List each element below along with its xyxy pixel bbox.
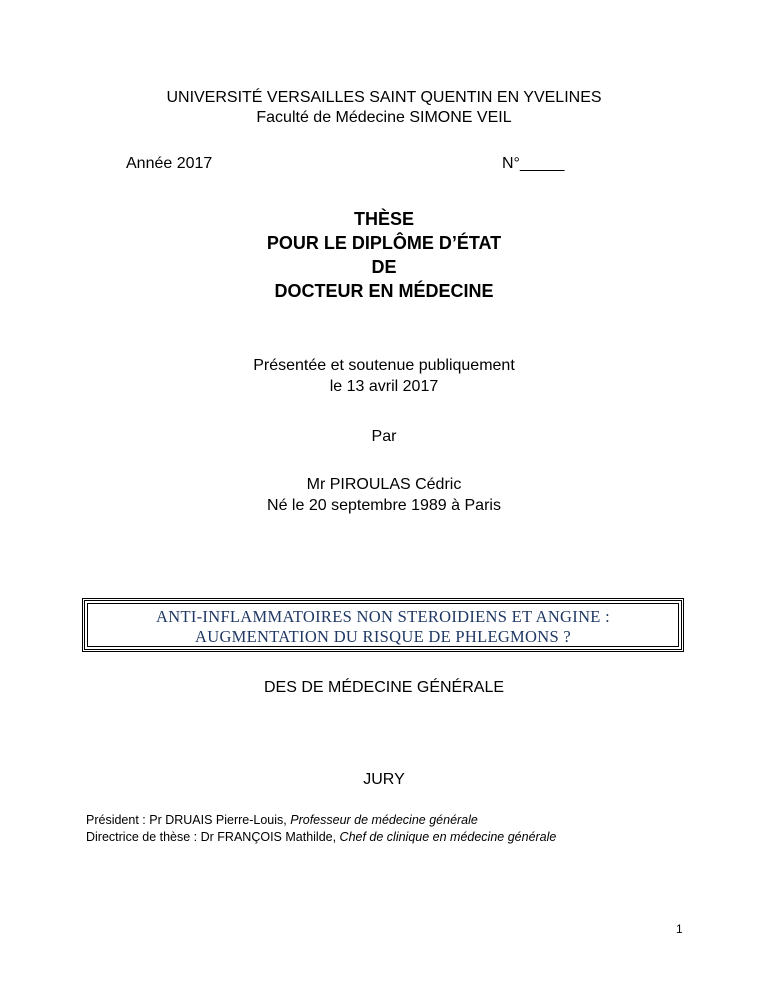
president-role: Professeur de médecine générale xyxy=(290,813,478,827)
diploma-line: POUR LE DIPLÔME D’ÉTAT xyxy=(266,233,502,253)
university-name: UNIVERSITÉ VERSAILLES SAINT QUENTIN EN YVELINES xyxy=(166,89,602,106)
jury-president xyxy=(86,812,478,828)
author-birth: Né le 20 septembre 1989 à Paris xyxy=(267,497,501,514)
thesis-title-box xyxy=(82,598,684,652)
year-label: Année 2017 xyxy=(126,155,213,172)
thesis-number: N°_____ xyxy=(502,155,565,172)
director-label: Directrice de thèse : Dr FRANÇOIS Mathilde, xyxy=(86,830,340,844)
jury-heading: JURY xyxy=(363,771,405,788)
author-name: Mr PIROULAS Cédric xyxy=(306,476,462,493)
presentation-date: le 13 avril 2017 xyxy=(329,378,439,395)
specialty-label: DES DE MÉDECINE GÉNÉRALE xyxy=(263,679,505,696)
page-number: 1 xyxy=(676,922,683,936)
president-label: Président : Pr DRUAIS Pierre-Louis, xyxy=(86,813,291,827)
presentation-line: Présentée et soutenue publiquement xyxy=(253,357,515,374)
thesis-title-line-1: ANTI-INFLAMMATOIRES NON STEROIDIENS ET ANGINE : xyxy=(156,607,610,626)
faculty-name: Faculté de Médecine SIMONE VEIL xyxy=(256,109,512,126)
doctor-line: DOCTEUR EN MÉDECINE xyxy=(274,281,494,301)
jury-director xyxy=(86,829,556,845)
director-role: Chef de clinique en médecine générale xyxy=(339,830,557,844)
thesis-title-line-2: AUGMENTATION DU RISQUE DE PHLEGMONS ? xyxy=(195,627,571,646)
by-label: Par xyxy=(371,428,397,445)
thesis-heading: THÈSE xyxy=(353,209,414,229)
de-line: DE xyxy=(371,257,397,277)
